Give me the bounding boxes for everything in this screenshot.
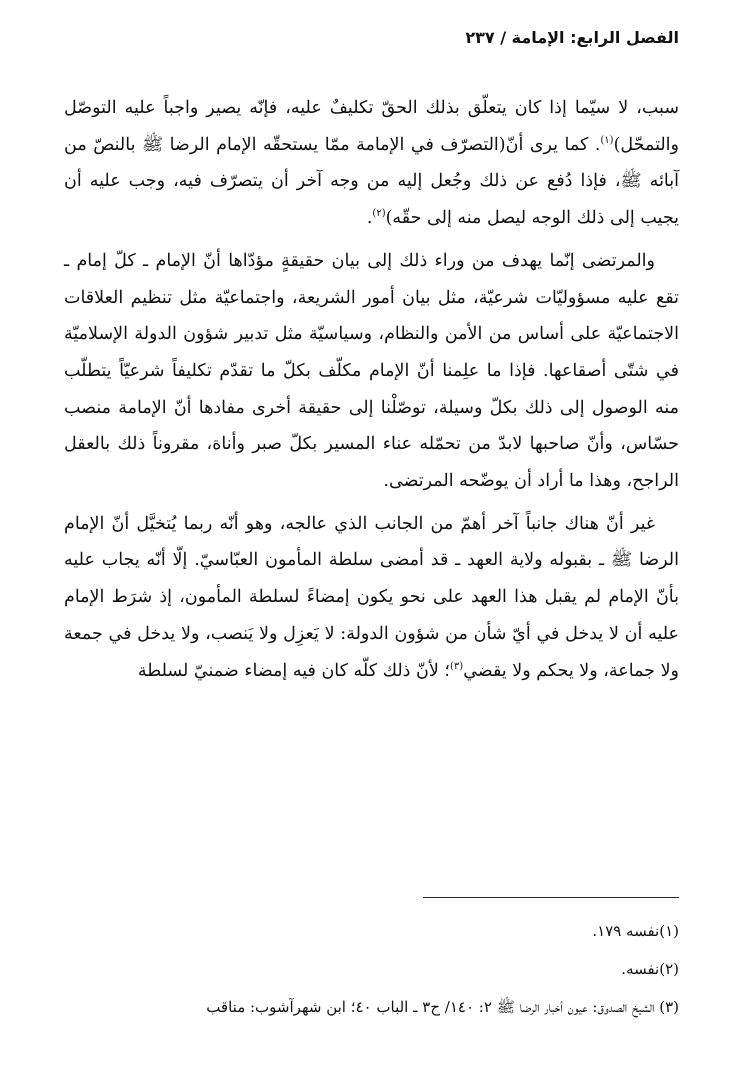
footnotes — [64, 912, 679, 1026]
paragraph-1: سبب، لا سيّما إذا كان يتعلّق بذلك الحقّ تكليفٌ عليه، فإنّه يصير واجباً عليه التوصّل والتمحّل)$^{(١)}$. كما يرى أنّ(التصرّف في الإمامة ممّا يستحقّه الإمام الرضا ﷺ بالنصّ من آبائه ﷺ، فإذا دُفع عن ذلك وجُعل إليه من وجه آخر أن يتصرّف فيه، وجب عليه أن يجيب إلى ذلك الوجه ليصل منه إلى حقّه)$^{(٢)}$. — [64, 98, 679, 229]
footnote-1: (١)نفسه ١٧٩. — [592, 922, 679, 940]
footnote-ref-2: (٢) — [372, 208, 386, 220]
footnote-2: (٢)نفسه. — [621, 960, 679, 978]
paragraph-2: والمرتضى إنّما يهدف من وراء ذلك إلى بيان حقيقةٍ مؤدّاها أنّ الإمام ـ كلّ إمام ـ تقع عليه مسؤوليّات شرعيّة، مثل بيان أمور الشريعة، واجتماعيّة مثل تنظيم العلاقات الاجتماعيّة على أساس من الأمن والنظام، وسياسيّة مثل تدبير شؤون الدولة الإسلاميّة في شتّى أصقاعها. فإذا ما علِمنا أنّ الإمام مكلّف بكلّ ما تقدّم تكليفاً شرعيّاً يتطلّب منه الوصول إلى ذلك بكلّ وسيلة، توصّلْنا إلى حقيقة أخرى مفادها أنّ الإمامة منصب حسّاس، وأنّ صاحبها لابدّ من تحمّله عناء المسير بكلّ صبر وأناة، مقروناً ذلك بالعقل الراجح، وهذا ما أراد أن يوضّحه المرتضى. — [64, 250, 679, 492]
footnote-ref-1: (١) — [600, 134, 614, 146]
footnote-ref-3: (٣) — [450, 660, 464, 672]
main-text — [64, 90, 679, 689]
paragraph-3: غير أنّ هناك جانباً آخر أهمّ من الجانب الذي عالجه، وهو أنّه ربما يُتخيَّل أنّ الإمام الرضا ﷺ ـ بقبوله ولاية العهد ـ قد أمضى سلطة المأمون العبّاسيّ. إلّا أنّه يجاب عليه بأنّ الإمام لم يقبل هذا العهد على نحو يكون إمضاءً لسلطة المأمون، إذ شرَط الإمام عليه أن لا يدخل في أيّ شأن من شؤون الدولة: لا يَعزِل ولا يَنصب، ولا يدخل في جمعة ولا جماعة، ولا يحكم ولا يقضي$^{(٣)}$؛ لأنّ ذلك كلّه كان فيه إمضاء ضمنيّ لسلطة — [64, 513, 679, 681]
footnote-3: (٣) الشيخ الصدوق: عيون أخبار الرضا ﷺ ٢: ١٤٠/ ح٣ ـ الباب ٤٠؛ ابن شهرآشوب: مناقب — [206, 998, 679, 1016]
footnote-separator — [423, 897, 679, 898]
running-header: الفصل الرابع: الإمامة / ٢٣٧ — [465, 28, 679, 47]
